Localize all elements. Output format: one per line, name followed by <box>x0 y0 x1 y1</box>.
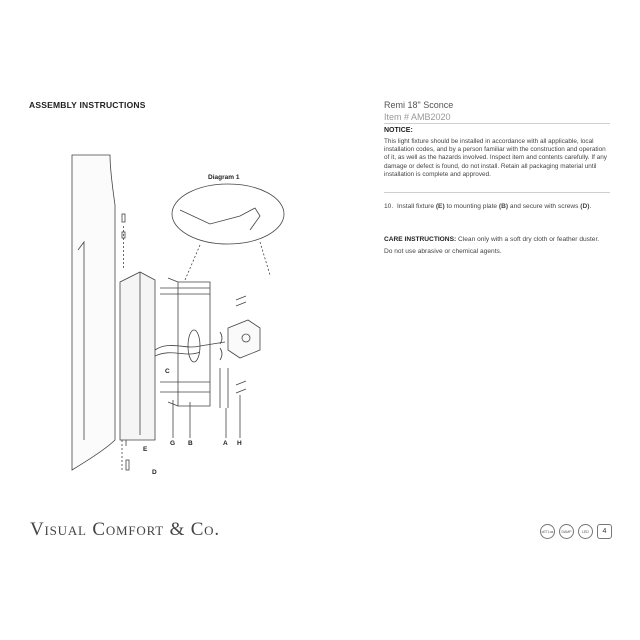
assembly-diagram <box>60 150 300 480</box>
divider <box>384 192 610 193</box>
brand-logo: Visual Comfort & Co. <box>30 519 220 540</box>
section-title: ASSEMBLY INSTRUCTIONS <box>29 100 146 110</box>
mounting-plate <box>168 278 210 406</box>
top-screws <box>122 214 125 270</box>
product-name: Remi 18" Sconce <box>384 100 454 110</box>
care-instructions <box>384 234 609 258</box>
notice-heading: NOTICE: <box>384 127 413 134</box>
care-heading: CARE INSTRUCTIONS: <box>384 236 457 243</box>
wires <box>155 342 225 350</box>
fixture-shade <box>72 155 115 470</box>
junction-box <box>228 320 260 358</box>
label-b: B <box>188 440 193 447</box>
label-e: E <box>143 446 148 453</box>
bottom-screw <box>126 460 129 470</box>
cetlus-badge: cETLus <box>540 524 555 539</box>
label-c: C <box>165 368 170 375</box>
notice-body: This light fixture should be installed in accordance with all applicable, local installation codes, and by a person familiar with the construction and operation of it, as well as the hazards involved. Inspect item and contents carefully. If any damage or defect is found, do not install. Retain all packaging material until installation is complete and approved. <box>384 138 607 178</box>
label-h: H <box>237 440 242 447</box>
step-number: 10. <box>384 203 394 210</box>
label-a: A <box>223 440 228 447</box>
divider <box>384 123 610 124</box>
label-g: G <box>170 440 176 447</box>
led-badge: LED <box>578 524 593 539</box>
step-text: Install fixture (E) to mounting plate (B) and secure with screws (D). <box>397 203 592 210</box>
diagram-caption: Diagram 1 <box>208 174 240 181</box>
page-number: 4 <box>597 524 612 539</box>
step-10 <box>384 202 609 212</box>
label-d: D <box>152 469 157 476</box>
care-text: Clean only with a soft dry cloth or feather duster. Do not use abrasive or chemical agents. <box>384 236 600 255</box>
fixture-body <box>120 272 155 470</box>
damp-badge: DAMP <box>559 524 574 539</box>
item-number: Item # AMB2020 <box>384 112 451 122</box>
